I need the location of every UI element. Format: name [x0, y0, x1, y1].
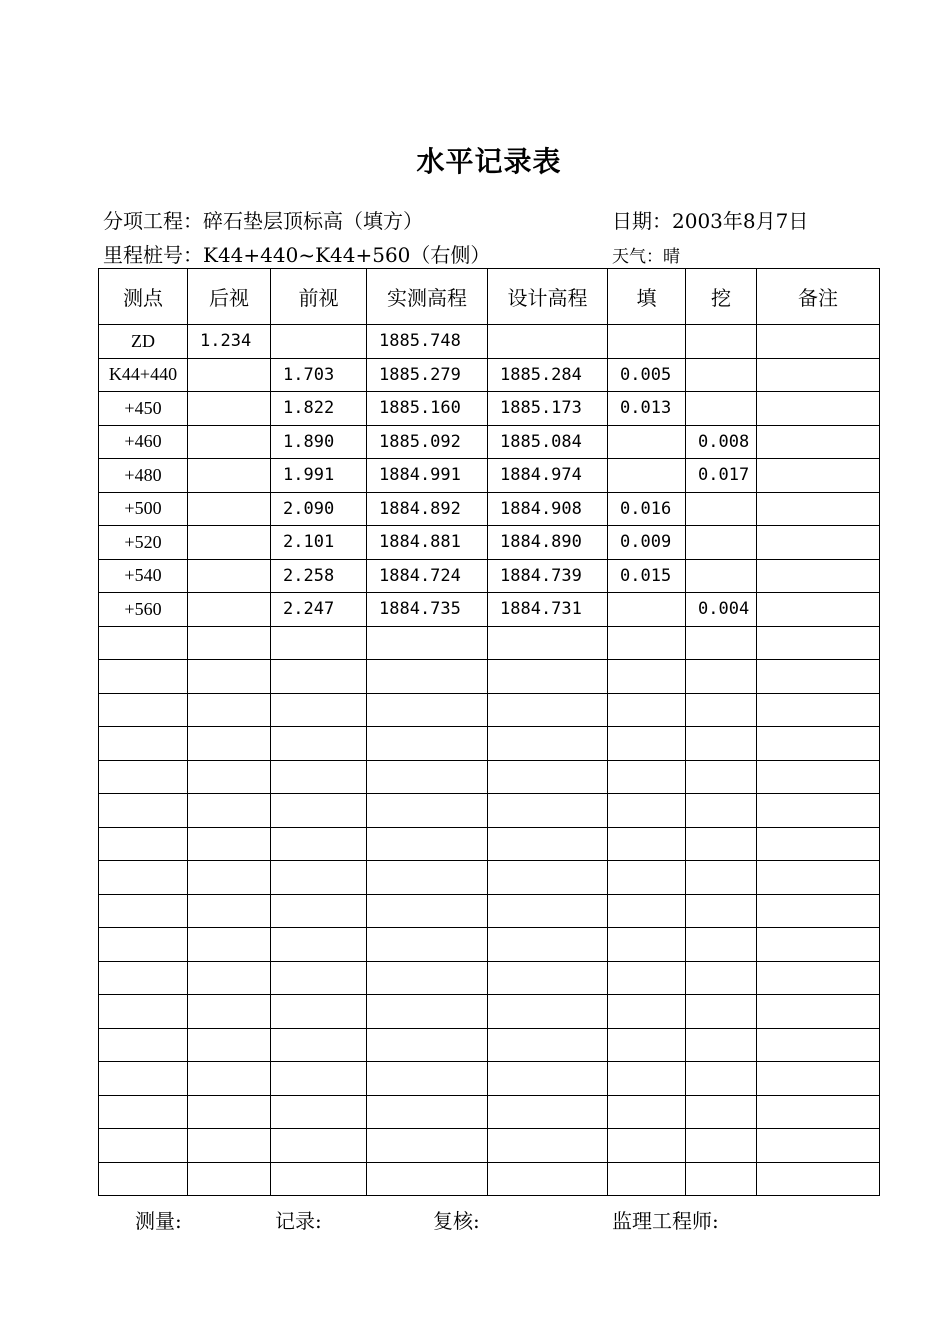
cell-remarks: [757, 425, 880, 459]
cell-point: [99, 626, 188, 660]
cell-fill: [608, 894, 686, 928]
cell-fill: [608, 995, 686, 1029]
cell-foresight: 1.991: [271, 459, 367, 493]
table-row: [99, 961, 880, 995]
cell-backsight: [188, 693, 271, 727]
cell-design: [488, 794, 608, 828]
cell-remarks: [757, 593, 880, 627]
cell-fill: 0.005: [608, 358, 686, 392]
cell-backsight: [188, 894, 271, 928]
footer-record: 记录:: [275, 1209, 322, 1233]
cell-design: [488, 1095, 608, 1129]
table-row: [99, 794, 880, 828]
cell-measured: [367, 827, 488, 861]
table-row: [99, 1162, 880, 1196]
cell-point: [99, 861, 188, 895]
cell-design: [488, 325, 608, 359]
cell-cut: [686, 1028, 757, 1062]
cell-foresight: [271, 660, 367, 694]
cell-measured: 1885.160: [367, 392, 488, 426]
cell-point: K44+440: [99, 358, 188, 392]
cell-fill: 0.009: [608, 526, 686, 560]
cell-remarks: [757, 727, 880, 761]
cell-point: +520: [99, 526, 188, 560]
cell-measured: 1884.991: [367, 459, 488, 493]
cell-point: [99, 660, 188, 694]
cell-measured: 1884.735: [367, 593, 488, 627]
cell-cut: [686, 760, 757, 794]
cell-foresight: [271, 1162, 367, 1196]
cell-cut: [686, 559, 757, 593]
table-row: [99, 1062, 880, 1096]
header-remarks: 备注: [757, 269, 880, 325]
cell-foresight: 2.090: [271, 492, 367, 526]
cell-fill: [608, 1129, 686, 1163]
cell-foresight: [271, 1062, 367, 1096]
cell-design: 1884.974: [488, 459, 608, 493]
cell-cut: [686, 928, 757, 962]
cell-remarks: [757, 1129, 880, 1163]
cell-cut: [686, 827, 757, 861]
table-row: [99, 492, 880, 526]
footer-measure: 测量:: [135, 1209, 182, 1233]
header-fill: 填: [608, 269, 686, 325]
cell-backsight: [188, 760, 271, 794]
cell-cut: [686, 626, 757, 660]
table-row: [99, 995, 880, 1029]
table-row: [99, 559, 880, 593]
cell-foresight: [271, 760, 367, 794]
cell-remarks: [757, 626, 880, 660]
cell-design: [488, 1028, 608, 1062]
cell-measured: [367, 861, 488, 895]
header-backsight: 后视: [188, 269, 271, 325]
cell-measured: [367, 727, 488, 761]
cell-point: [99, 894, 188, 928]
cell-remarks: [757, 995, 880, 1029]
cell-point: [99, 995, 188, 1029]
cell-foresight: [271, 961, 367, 995]
cell-fill: [608, 961, 686, 995]
cell-design: [488, 861, 608, 895]
cell-fill: 0.016: [608, 492, 686, 526]
table-row: [99, 693, 880, 727]
header-cut: 挖: [686, 269, 757, 325]
cell-foresight: [271, 928, 367, 962]
cell-backsight: [188, 928, 271, 962]
cell-backsight: [188, 1162, 271, 1196]
cell-foresight: [271, 1095, 367, 1129]
cell-fill: [608, 1028, 686, 1062]
table-row: [99, 760, 880, 794]
cell-remarks: [757, 392, 880, 426]
cell-point: [99, 1129, 188, 1163]
cell-point: [99, 928, 188, 962]
table-row: [99, 827, 880, 861]
cell-foresight: 2.258: [271, 559, 367, 593]
cell-backsight: [188, 1129, 271, 1163]
cell-cut: [686, 358, 757, 392]
cell-remarks: [757, 961, 880, 995]
cell-remarks: [757, 1062, 880, 1096]
table-row: [99, 894, 880, 928]
cell-remarks: [757, 660, 880, 694]
cell-cut: [686, 794, 757, 828]
level-record-table: [98, 268, 880, 1196]
cell-measured: 1884.724: [367, 559, 488, 593]
cell-remarks: [757, 559, 880, 593]
table-row: [99, 626, 880, 660]
cell-cut: [686, 1095, 757, 1129]
cell-remarks: [757, 894, 880, 928]
table-row: [99, 526, 880, 560]
cell-design: [488, 626, 608, 660]
cell-fill: [608, 693, 686, 727]
cell-remarks: [757, 459, 880, 493]
cell-remarks: [757, 358, 880, 392]
cell-point: +560: [99, 593, 188, 627]
cell-backsight: [188, 1095, 271, 1129]
cell-fill: [608, 425, 686, 459]
cell-fill: [608, 727, 686, 761]
cell-point: [99, 727, 188, 761]
table-body: [99, 325, 880, 1196]
cell-measured: [367, 760, 488, 794]
cell-design: 1884.739: [488, 559, 608, 593]
cell-cut: [686, 526, 757, 560]
cell-backsight: [188, 425, 271, 459]
cell-measured: [367, 1028, 488, 1062]
cell-backsight: [188, 358, 271, 392]
document-title: 水平记录表: [416, 145, 562, 178]
cell-remarks: [757, 492, 880, 526]
table-row: [99, 727, 880, 761]
cell-backsight: [188, 1062, 271, 1096]
cell-design: [488, 827, 608, 861]
cell-cut: [686, 1162, 757, 1196]
station-label: 里程桩号：K44+440~K44+560（右侧）: [103, 243, 491, 267]
cell-cut: [686, 693, 757, 727]
cell-measured: [367, 794, 488, 828]
cell-design: [488, 1162, 608, 1196]
cell-design: 1884.908: [488, 492, 608, 526]
cell-measured: [367, 693, 488, 727]
cell-remarks: [757, 693, 880, 727]
cell-measured: 1884.881: [367, 526, 488, 560]
cell-fill: [608, 459, 686, 493]
cell-cut: 0.008: [686, 425, 757, 459]
cell-point: [99, 827, 188, 861]
cell-backsight: [188, 1028, 271, 1062]
cell-remarks: [757, 827, 880, 861]
cell-foresight: [271, 325, 367, 359]
cell-cut: [686, 727, 757, 761]
cell-cut: [686, 861, 757, 895]
cell-backsight: [188, 392, 271, 426]
footer-supervisor: 监理工程师:: [612, 1209, 719, 1233]
table-row: [99, 358, 880, 392]
cell-cut: [686, 492, 757, 526]
cell-foresight: 1.890: [271, 425, 367, 459]
cell-point: [99, 1028, 188, 1062]
cell-measured: [367, 1062, 488, 1096]
cell-point: +500: [99, 492, 188, 526]
cell-backsight: [188, 626, 271, 660]
cell-fill: [608, 794, 686, 828]
cell-backsight: [188, 459, 271, 493]
cell-measured: [367, 894, 488, 928]
table-row: [99, 1129, 880, 1163]
header-point: 测点: [99, 269, 188, 325]
cell-point: [99, 1095, 188, 1129]
table-row: [99, 459, 880, 493]
cell-design: 1884.890: [488, 526, 608, 560]
weather-label: 天气：晴: [612, 247, 680, 267]
cell-remarks: [757, 760, 880, 794]
cell-cut: [686, 894, 757, 928]
cell-backsight: [188, 660, 271, 694]
table-row: [99, 1095, 880, 1129]
cell-design: [488, 760, 608, 794]
cell-backsight: [188, 727, 271, 761]
cell-remarks: [757, 1162, 880, 1196]
cell-backsight: [188, 492, 271, 526]
cell-remarks: [757, 1095, 880, 1129]
cell-point: [99, 794, 188, 828]
cell-fill: [608, 1162, 686, 1196]
cell-measured: [367, 660, 488, 694]
cell-cut: [686, 961, 757, 995]
table-row: [99, 928, 880, 962]
footer-review: 复核:: [433, 1209, 480, 1233]
cell-point: ZD: [99, 325, 188, 359]
cell-design: [488, 660, 608, 694]
cell-measured: [367, 1162, 488, 1196]
cell-measured: [367, 995, 488, 1029]
cell-remarks: [757, 861, 880, 895]
cell-measured: 1885.092: [367, 425, 488, 459]
cell-fill: [608, 861, 686, 895]
cell-remarks: [757, 1028, 880, 1062]
table-row: [99, 325, 880, 359]
cell-measured: 1885.279: [367, 358, 488, 392]
cell-fill: [608, 626, 686, 660]
cell-fill: [608, 827, 686, 861]
cell-design: [488, 1062, 608, 1096]
cell-foresight: 1.822: [271, 392, 367, 426]
cell-design: 1885.284: [488, 358, 608, 392]
date-label: 日期：2003年8月7日: [612, 209, 809, 233]
cell-design: [488, 1129, 608, 1163]
cell-remarks: [757, 928, 880, 962]
cell-fill: [608, 593, 686, 627]
cell-fill: [608, 928, 686, 962]
cell-cut: 0.017: [686, 459, 757, 493]
cell-point: +450: [99, 392, 188, 426]
cell-backsight: [188, 961, 271, 995]
cell-measured: 1885.748: [367, 325, 488, 359]
cell-design: 1885.173: [488, 392, 608, 426]
cell-remarks: [757, 325, 880, 359]
cell-measured: [367, 928, 488, 962]
cell-foresight: [271, 626, 367, 660]
cell-foresight: [271, 794, 367, 828]
cell-design: [488, 995, 608, 1029]
cell-cut: [686, 995, 757, 1029]
cell-design: [488, 894, 608, 928]
table-row: [99, 660, 880, 694]
cell-measured: [367, 1095, 488, 1129]
cell-fill: 0.015: [608, 559, 686, 593]
cell-measured: [367, 626, 488, 660]
cell-fill: [608, 325, 686, 359]
table-row: [99, 593, 880, 627]
cell-cut: [686, 660, 757, 694]
cell-design: 1884.731: [488, 593, 608, 627]
cell-foresight: [271, 727, 367, 761]
cell-point: +540: [99, 559, 188, 593]
cell-foresight: [271, 827, 367, 861]
cell-backsight: [188, 995, 271, 1029]
cell-backsight: [188, 526, 271, 560]
header-design-elevation: 设计高程: [488, 269, 608, 325]
cell-fill: [608, 1062, 686, 1096]
cell-foresight: [271, 1028, 367, 1062]
table-row: [99, 1028, 880, 1062]
cell-design: [488, 693, 608, 727]
header-foresight: 前视: [271, 269, 367, 325]
header-row: [99, 269, 880, 325]
cell-foresight: 2.101: [271, 526, 367, 560]
cell-foresight: [271, 894, 367, 928]
cell-point: [99, 1062, 188, 1096]
table-row: [99, 392, 880, 426]
cell-design: [488, 928, 608, 962]
cell-foresight: [271, 693, 367, 727]
cell-point: [99, 961, 188, 995]
cell-point: +480: [99, 459, 188, 493]
cell-point: +460: [99, 425, 188, 459]
cell-backsight: [188, 794, 271, 828]
table-row: [99, 861, 880, 895]
cell-foresight: [271, 861, 367, 895]
project-label: 分项工程：碎石垫层顶标高（填方）: [103, 209, 423, 233]
cell-design: 1885.084: [488, 425, 608, 459]
cell-backsight: [188, 559, 271, 593]
cell-point: [99, 693, 188, 727]
cell-cut: [686, 325, 757, 359]
cell-measured: 1884.892: [367, 492, 488, 526]
cell-remarks: [757, 794, 880, 828]
cell-foresight: [271, 995, 367, 1029]
header-measured-elevation: 实测高程: [367, 269, 488, 325]
cell-cut: 0.004: [686, 593, 757, 627]
cell-foresight: 2.247: [271, 593, 367, 627]
cell-backsight: 1.234: [188, 325, 271, 359]
cell-fill: 0.013: [608, 392, 686, 426]
cell-fill: [608, 660, 686, 694]
cell-fill: [608, 760, 686, 794]
cell-fill: [608, 1095, 686, 1129]
cell-cut: [686, 1129, 757, 1163]
cell-design: [488, 961, 608, 995]
cell-backsight: [188, 827, 271, 861]
cell-backsight: [188, 861, 271, 895]
cell-cut: [686, 392, 757, 426]
cell-measured: [367, 961, 488, 995]
table-row: [99, 425, 880, 459]
cell-measured: [367, 1129, 488, 1163]
cell-foresight: 1.703: [271, 358, 367, 392]
cell-remarks: [757, 526, 880, 560]
cell-foresight: [271, 1129, 367, 1163]
cell-cut: [686, 1062, 757, 1096]
cell-backsight: [188, 593, 271, 627]
cell-point: [99, 760, 188, 794]
cell-design: [488, 727, 608, 761]
cell-point: [99, 1162, 188, 1196]
